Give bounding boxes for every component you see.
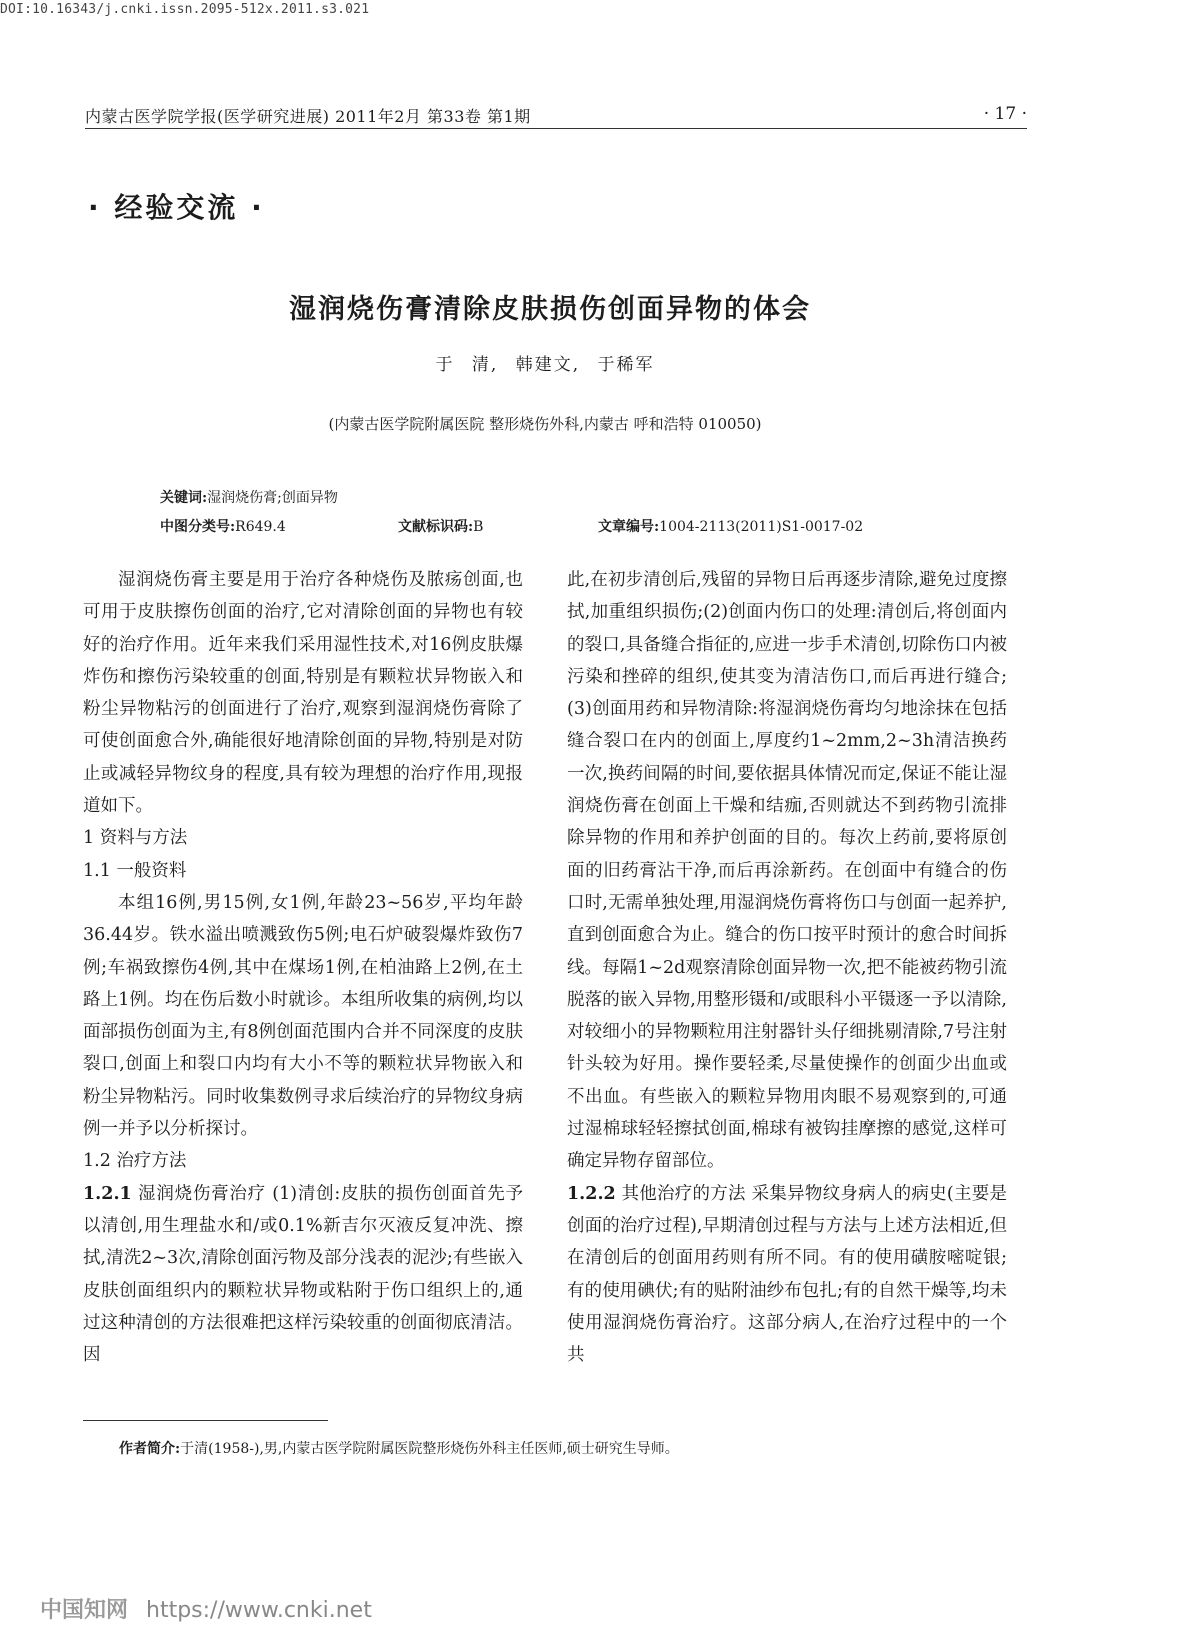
cnki-watermark — [40, 1593, 372, 1624]
article-number-value: 1004-2113(2011)S1-0017-02 — [659, 519, 864, 535]
paragraph-1-2-1 — [83, 1178, 523, 1372]
affiliation: (内蒙古医学院附属医院 整形烧伤外科,内蒙古 呼和浩特 010050) — [328, 415, 762, 433]
paragraph-continued: 此,在初步清创后,残留的异物日后再逐步清除,避免过度擦拭,加重组织损伤;(2)创面内伤口的处理:清创后,将创面内的裂口,具备缝合指征的,应进一步手术清创,切除伤口内被污染和挫碎的组织,使其变为清洁伤口,而后再进行缝合;(3)创面用药和异物清除:将湿润烧伤膏均匀地涂抹在包括缝合裂口在内的创面上,厚度约1~2mm,2~3h清洁换药一次,换药间隔的时间,要依据具体情况而定,保证不能让湿润烧伤膏在创面上干燥和结痂,否则就达不到药物引流排除异物的作用和养护创面的目的。每次上药前,要将原创面的旧药膏沾干净,而后再涂新药。在创面中有缝合的伤口时,无需单独处理,用湿润烧伤膏将伤口与创面一起养护,直到创面愈合为止。缝合的伤口按平时预计的愈合时间拆线。每隔1~2d观察清除创面异物一次,把不能被药物引流脱落的嵌入异物,用整形镊和/或眼科小平镊逐一予以清除,对较细小的异物颗粒用注射器针头仔细挑剔清除,7号注射针头较为好用。操作要轻柔,尽量使操作的创面少出血或不出血。有些嵌入的颗粒异物用肉眼不易观察到的,可通过湿棉球轻轻擦拭创面,棉球有被钩挂摩擦的感觉,这样可确定异物存留部位。 — [567, 570, 1007, 1172]
clc-value: R649.4 — [235, 519, 286, 535]
intro-paragraph: 湿润烧伤膏主要是用于治疗各种烧伤及脓疡创面,也可用于皮肤擦伤创面的治疗,它对清除创面的异物也有较好的治疗作用。近年来我们采用湿性技术,对16例皮肤爆炸伤和擦伤污染较重的创面,特别是有颗粒状异物嵌入和粉尘异物粘污的创面进行了治疗,观察到湿润烧伤膏除了可使创面愈合外,确能很好地清除创面的异物,特别是对防止或减轻异物纹身的程度,具有较为理想的治疗作用,现报道如下。 — [83, 570, 523, 817]
heading-1-2-1-number: 1.2.1 — [83, 1183, 132, 1204]
footnote-label: 作者简介: — [119, 1441, 181, 1457]
paragraph-1-2-2 — [567, 1178, 1007, 1372]
left-column — [83, 564, 523, 1371]
cnki-url: https://www.cnki.net — [146, 1598, 372, 1623]
heading-1: 1 资料与方法 — [83, 828, 188, 849]
clc-label: 中图分类号: — [160, 519, 236, 535]
footnote-text: 于清(1958-),男,内蒙古医学院附属医院整形烧伤外科主任医师,硕士研究生导师。 — [180, 1441, 679, 1457]
paragraph-1-2-2-text: 采集异物纹身病人的病史(主要是创面的治疗过程),早期清创过程与方法与上述方法相近,但在清创后的创面用药则有所不同。有的使用磺胺嘧啶银;有的使用碘伏;有的贴附油纱布包扎;有的自然干燥等,均未使用湿润烧伤膏治疗。这部分病人,在治疗过程中的一个共 — [567, 1183, 1007, 1366]
doc-code-value: B — [473, 519, 484, 535]
heading-1-2: 1.2 治疗方法 — [83, 1151, 187, 1172]
article-number-label: 文章编号: — [598, 519, 660, 535]
footnote-rule — [83, 1420, 328, 1421]
doi-line: DOI:10.16343/j.cnki.issn.2095-512x.2011.s3.021 — [0, 2, 370, 17]
author-footnote — [119, 1438, 679, 1458]
article-number — [598, 516, 863, 536]
authors: 于 清, 韩建文, 于稀军 — [435, 355, 655, 375]
heading-1-2-2-title: 其他治疗的方法 — [615, 1183, 752, 1204]
clc-number — [160, 516, 286, 536]
document-code — [398, 516, 483, 536]
cnki-logo: 中国知网 — [40, 1598, 129, 1623]
heading-1-1: 1.1 一般资料 — [83, 860, 187, 881]
article-title: 湿润烧伤膏清除皮肤损伤创面异物的体会 — [289, 294, 811, 325]
keywords-value: 湿润烧伤膏;创面异物 — [207, 490, 338, 506]
paragraph-1-1: 本组16例,男15例,女1例,年龄23~56岁,平均年龄36.44岁。铁水溢出喷溅致伤5例;电石炉破裂爆炸致伤7例;车祸致擦伤4例,其中在煤场1例,在柏油路上2例,在土路上1例。均在伤后数小时就诊。本组所收集的病例,均以面部损伤创面为主,有8例创面范围内合并不同深度的皮肤裂口,创面上和裂口内均有大小不等的颗粒状异物嵌入和粉尘异物粘污。同时收集数例寻求后续治疗的异物纹身病例一并予以分析探讨。 — [83, 892, 523, 1140]
header-rule — [85, 128, 1027, 129]
paragraph-1-2-1-text: (1)清创:皮肤的损伤创面首先予以清创,用生理盐水和/或0.1%新吉尔灭液反复冲洗、擦拭,清洗2~3次,清除创面污物及部分浅表的泥沙;有些嵌入皮肤创面组织内的颗粒状异物或粘附于伤口组织上的,通过这种清创的方法很难把这样污染较重的创面彻底清洁。因 — [83, 1183, 524, 1366]
right-column — [567, 564, 1007, 1371]
doc-code-label: 文献标识码: — [398, 519, 474, 535]
running-head-journal: 内蒙古医学院学报(医学研究进展) 2011年2月 第33卷 第1期 — [85, 107, 531, 126]
heading-1-2-2-number: 1.2.2 — [567, 1183, 616, 1204]
keywords — [160, 487, 338, 507]
heading-1-2-1-title: 湿润烧伤膏治疗 — [131, 1183, 273, 1204]
section-label: · 经验交流 · — [88, 191, 265, 224]
keywords-label: 关键词: — [160, 490, 208, 506]
running-head-page-number: · 17 · — [983, 104, 1027, 124]
